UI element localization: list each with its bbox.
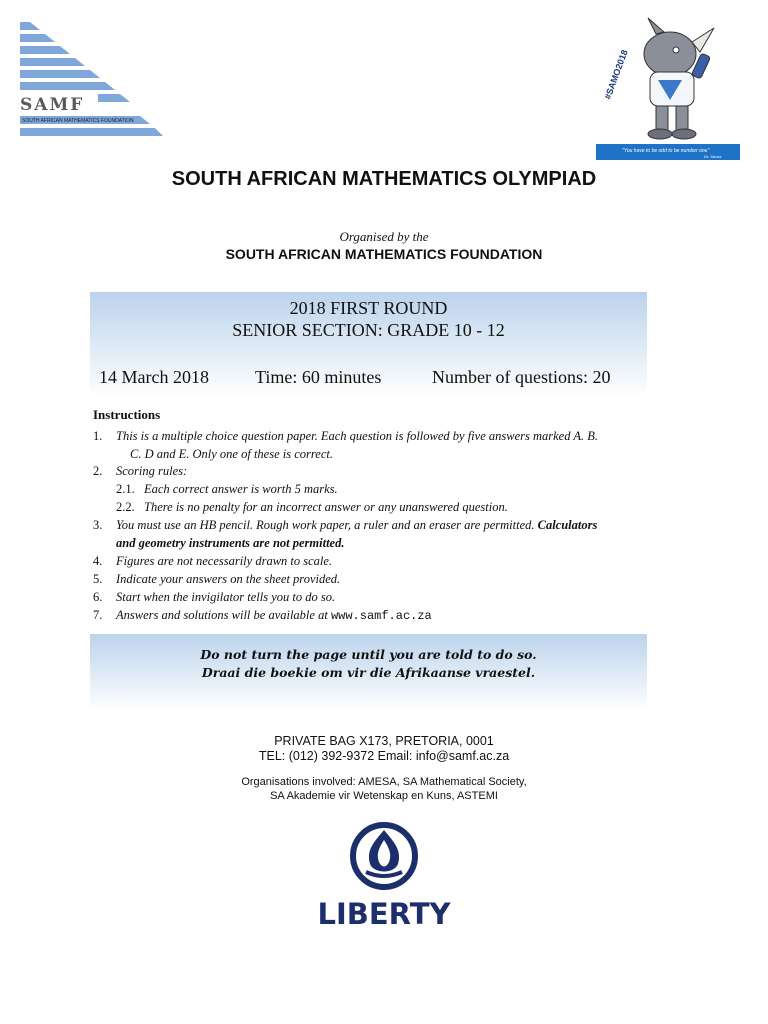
- notice-line2: Draai die boekie om vir die Afrikaanse vraestel.: [201, 665, 536, 680]
- round-line2: SENIOR SECTION: GRADE 10 - 12: [232, 320, 505, 340]
- instruction-7: 7. Answers and solutions will be available at www.samf.ac.za: [93, 608, 432, 623]
- samf-website-link[interactable]: www.samf.ac.za: [330, 609, 432, 623]
- footer-orgs-line1: Organisations involved: AMESA, SA Mathematical Society,: [241, 776, 527, 788]
- round-title: [90, 297, 647, 341]
- page-title: SOUTH AFRICAN MATHEMATICS OLYMPIAD: [171, 168, 597, 190]
- footer-orgs-line2: SA Akademie vir Wetenskap en Kuns, ASTEMI: [270, 790, 498, 802]
- mascot-hashtag: #SAMO2018: [602, 48, 630, 101]
- instructions-heading: Instructions: [93, 407, 161, 422]
- question-count: Number of questions: 20: [432, 367, 611, 387]
- liberty-logo: [304, 818, 464, 936]
- instruction-4: 4. Figures are not necessarily drawn to scale.: [93, 554, 333, 568]
- organised-by: Organised by the: [339, 229, 429, 244]
- foundation-name: SOUTH AFRICAN MATHEMATICS FOUNDATION: [225, 246, 543, 262]
- footer-contact: TEL: (012) 392-9372 Email: info@samf.ac.za: [258, 749, 510, 763]
- samf-wordmark: SAMF: [20, 95, 85, 115]
- instruction-2-1: 2.1. Each correct answer is worth 5 marks.: [116, 482, 338, 496]
- exam-time: Time: 60 minutes: [255, 367, 382, 387]
- notice-line1: Do not turn the page until you are told to do so.: [200, 647, 537, 662]
- exam-date: 14 March 2018: [99, 367, 209, 387]
- samf-subtitle: SOUTH AFRICAN MATHEMATICS FOUNDATION: [22, 118, 134, 124]
- instruction-3: 3. You must use an HB pencil. Rough work paper, a ruler and an eraser are permitted. Calculators and geometry instruments are not permitted.: [93, 518, 598, 550]
- instruction-6: 6. Start when the invigilator tells you to do so.: [93, 590, 336, 604]
- instruction-5: 5. Indicate your answers on the sheet provided.: [93, 572, 341, 586]
- samo-mascot: [596, 14, 740, 160]
- mascot-tagline: "You have to be odd to be number one": [622, 148, 710, 154]
- round-line1: 2018 FIRST ROUND: [289, 298, 448, 318]
- footer-address: PRIVATE BAG X173, PRETORIA, 0001: [274, 734, 494, 748]
- instruction-2-2: 2.2. There is no penalty for an incorrect answer or any unanswered question.: [116, 500, 508, 514]
- mascot-attribution: Dr. Seuss: [704, 154, 722, 159]
- samf-logo: [18, 22, 166, 140]
- instruction-1: 1. This is a multiple choice question paper. Each question is followed by five answers marked A. B. C. D and E. Only one of these is correct.: [93, 429, 599, 461]
- instruction-2: 2. Scoring rules:: [93, 464, 188, 478]
- liberty-wordmark: LIBERTY: [317, 897, 451, 931]
